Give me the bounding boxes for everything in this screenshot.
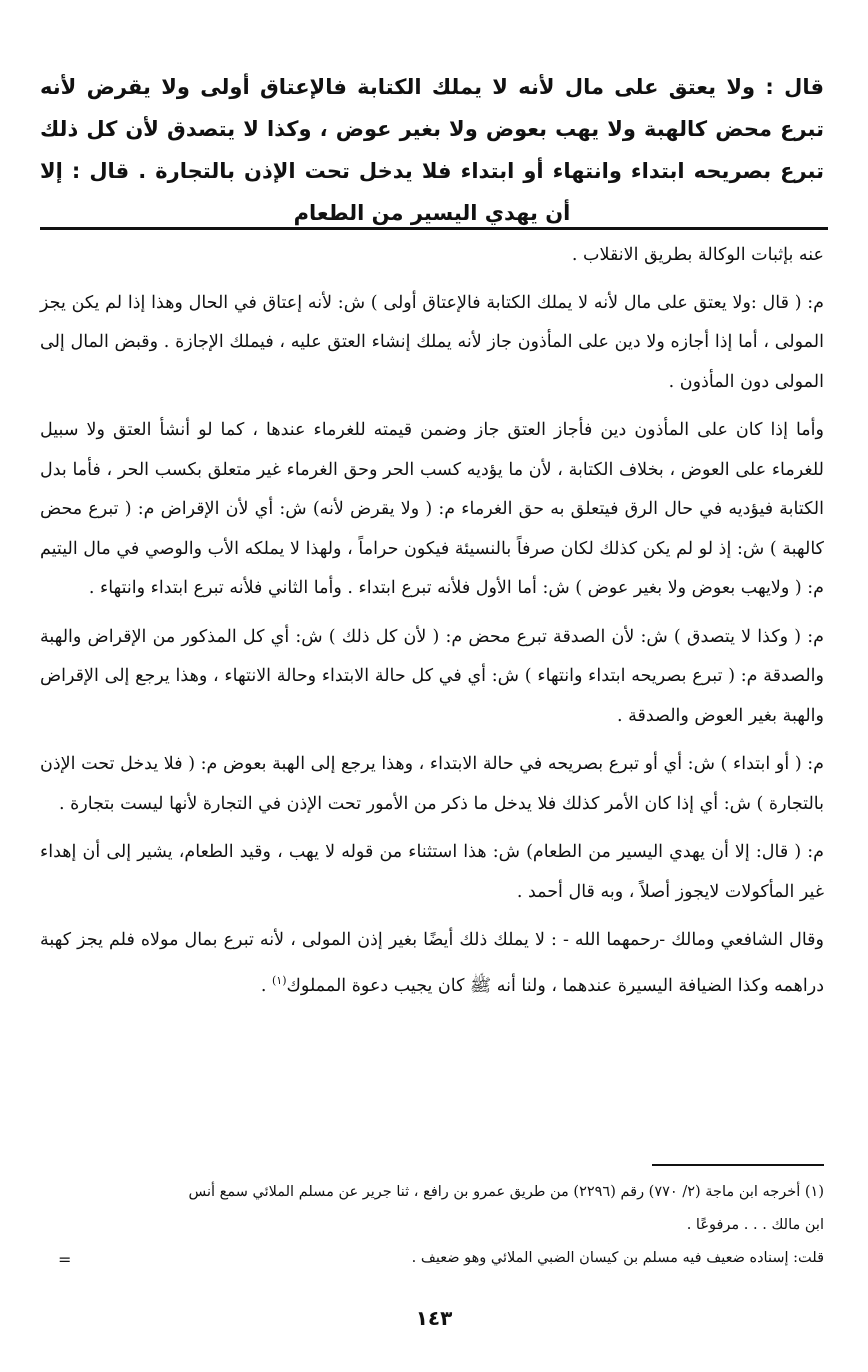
commentary-paragraph-last: [40, 921, 824, 1006]
commentary-paragraph: م: ( قال :ولا يعتق على مال لأنه لا يملك الكتابة فالإعتاق أولى ) ش: لأنه إعتاق في الحال وهذا إذا لم يكن يجز المولى ، أما إذا أجازه ولا دين على المأذون جاز لأنه يملك إنشاء العتق عليه ، فيملك الإجازة . وقبض المال إلى المولى دون المأذون .: [40, 292, 824, 392]
commentary-text: وقال الشافعي ومالك -رحمهما الله - : لا يملك ذلك أيضًا بغير إذن المولى ، لأنه تبرع بمال مولاه فلم يجز كهبة دراهمه وكذا الضيافة اليسيرة عندهما ، ولنا أنه ﷺ كان يجيب دعوة المملوك: [40, 930, 824, 996]
footnote-line: (١) أخرجه ابن ماجة (٢/ ٧٧٠) رقم (٢٢٩٦) من طريق عمرو بن رافع ، ثنا جرير عن مسلم الملائي سمع أنس: [188, 1184, 824, 1200]
footnote-line: قلت: إسناده ضعيف فيه مسلم بن كيسان الضبي الملائي وهو ضعيف .: [411, 1250, 824, 1266]
footnote-rule: [652, 1164, 824, 1166]
commentary-paragraph: م: ( وكذا لا يتصدق ) ش: لأن الصدقة تبرع محض م: ( لأن كل ذلك ) ش: أي كل المذكور من الإقراض والهبة والصدقة م: ( تبرع بصريحه ابتداء وانتهاء ) ش: أي في كل حالة الابتداء وحالة الانتهاء ، وهذا يرجع إلى الإقراض والهبة بغير العوض والصدقة .: [40, 626, 824, 726]
continuation-mark: =: [58, 1250, 72, 1269]
commentary: [40, 236, 824, 1015]
commentary-paragraph: م: ( أو ابتداء ) ش: أي أو تبرع بصريحه في حالة الابتداء ، وهذا يرجع إلى الهبة بعوض م: ( فلا يدخل تحت الإذن بالتجارة ) ش: أي إذا كان الأمر كذلك فلا يدخل ما ذكر من الأمور تحت الإذن في التجارة لأنها ليست بتجارة .: [40, 754, 824, 814]
page-number: ١٤٣: [415, 1306, 453, 1330]
matn-text: قال : ولا يعتق على مال لأنه لا يملك الكتابة فالإعتاق أولى ولا يقرض لأنه تبرع محض كالهبة ولا يهب بعوض ولا بغير عوض ، وكذا لا يتصدق لأن كل ذلك تبرع بصريحه ابتداء وانتهاء أو ابتداء فلا يدخل تحت الإذن بالتجارة . قال : إلا أن يهدي اليسير من الطعام: [40, 75, 824, 225]
footnote-ref: (١): [271, 973, 287, 987]
commentary-paragraph: عنه بإثبات الوكالة بطريق الانقلاب .: [571, 245, 824, 265]
footnotes: [40, 1176, 824, 1275]
commentary-end: .: [260, 975, 272, 996]
commentary-paragraph: وأما إذا كان على المأذون دين فأجاز العتق جاز وضمن قيمته للغرماء عندها ، كما لو أنشأ العتق ولا سبيل للغرماء على العوض ، بخلاف الكتابة ، لأن ما يؤديه كسب الحر وحق الغرماء غير متعلق بكسب الحر ، فأما بدل الكتابة فيؤديه في حال الرق فيتعلق به حق الغرماء م: ( ولا يقرض لأنه) ش: أي لأن الإقراض م: ( تبرع محض كالهبة ) ش: إذ لو لم يكن كذلك لكان صرفاً بالنسيئة فيكون حراماً ، ولهذا لا يملكه الأب والوصي في مال اليتيم م: ( ولايهب بعوض ولا بغير عوض ) ش: أما الأول فلأنه تبرع ابتداء . وأما الثاني فلأنه تبرع ابتداء وانتهاء .: [40, 420, 824, 598]
footnote-line: ابن مالك . . . مرفوعًا .: [686, 1217, 824, 1233]
separator-rule: [40, 227, 828, 230]
commentary-paragraph: م: ( قال: إلا أن يهدي اليسير من الطعام) ش: هذا استثناء من قوله لا يهب ، وقيد الطعام، يشير إلى أن إهداء غير المأكولات لايجوز أصلاً ، وبه قال أحمد .: [40, 842, 824, 902]
